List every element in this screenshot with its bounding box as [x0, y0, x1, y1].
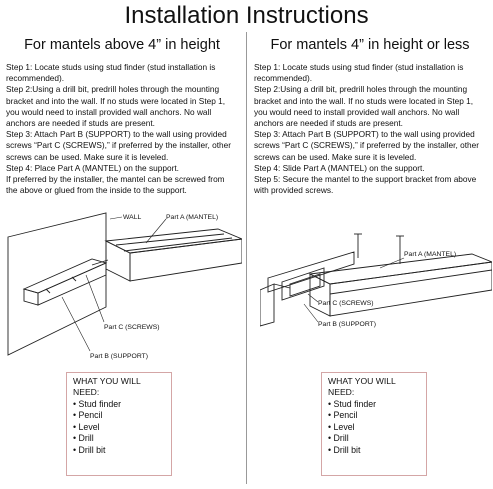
left-column	[6, 36, 238, 196]
left-wall-label: WALL	[123, 214, 142, 221]
left-need-list	[73, 399, 165, 456]
right-mantel-diagram	[260, 222, 492, 354]
list-item: • Stud finder	[73, 399, 165, 410]
left-need-title: WHAT YOU WILL NEED:	[73, 376, 141, 397]
left-mantel-diagram	[6, 205, 242, 367]
left-step-1: Step 1: Locate studs using stud finder (stud installation is recommended).	[6, 62, 216, 84]
right-column	[254, 36, 486, 196]
right-mantel-label: Part A (MANTEL)	[404, 251, 457, 258]
left-illustration	[6, 205, 242, 372]
left-steps	[6, 62, 238, 196]
left-mantel-label: Part A (MANTEL)	[166, 214, 219, 221]
right-illustration	[260, 222, 492, 359]
list-item: • Drill	[73, 433, 165, 444]
list-item: • Drill bit	[73, 445, 165, 456]
list-item: • Drill	[328, 433, 420, 444]
list-item: • Pencil	[328, 410, 420, 421]
list-item: • Level	[328, 422, 420, 433]
left-screws-label: Part C (SCREWS)	[104, 324, 160, 331]
right-step-5: Step 5: Secure the mantel to the support bracket from above with provided screws.	[254, 174, 477, 196]
left-heading: For mantels above 4” in height	[24, 37, 220, 53]
right-heading: For mantels 4” in height or less	[270, 37, 470, 53]
column-divider	[246, 32, 247, 484]
list-item: • Stud finder	[328, 399, 420, 410]
right-support-label: Part B (SUPPORT)	[318, 321, 377, 328]
list-item: • Drill bit	[328, 445, 420, 456]
right-step-4: Step 4: Slide Part A (MANTEL) on the support.	[254, 162, 425, 173]
right-step-3: Step 3: Attach Part B (SUPPORT) to the wall using provided screws “Part C (SCREWS),” if preferred by the installer, other screws can be used. Make sure it is leveled.	[254, 129, 480, 162]
right-need-title: WHAT YOU WILL NEED:	[328, 376, 396, 397]
left-step-2: Step 2:Using a drill bit, predrill holes through the mounting bracket and into the wall. If no studs were located in Step 1, you would need to install provided wall anchors. No wall anchors are needed if studs are present.	[6, 84, 226, 129]
right-step-1: Step 1: Locate studs using stud finder (stud installation is recommended).	[254, 62, 464, 84]
right-need-list	[328, 399, 420, 456]
list-item: • Level	[73, 422, 165, 433]
page-title: Installation Instructions	[124, 2, 369, 29]
right-need-box	[321, 372, 427, 476]
left-step-note: If preferred by the installer, the mantel can be screwed from the above or glued from the inside to the support.	[6, 174, 225, 196]
left-step-3: Step 3: Attach Part B (SUPPORT) to the wall using provided screws “Part C (SCREWS),” if preferred by the installer, other screws can be used. Make sure it is leveled.	[6, 129, 232, 162]
left-need-box	[66, 372, 172, 476]
right-steps	[254, 62, 486, 196]
right-step-2: Step 2:Using a drill bit, predrill holes through the mounting bracket and into the wall. If no studs were located in Step 1, you would need to install provided wall anchors. No wall anchors are needed if studs are present.	[254, 84, 474, 129]
list-item: • Pencil	[73, 410, 165, 421]
right-screws-label: Part C (SCREWS)	[318, 300, 374, 307]
left-step-4: Step 4: Place Part A (MANTEL) on the support.	[6, 162, 179, 173]
left-support-label: Part B (SUPPORT)	[90, 353, 149, 360]
